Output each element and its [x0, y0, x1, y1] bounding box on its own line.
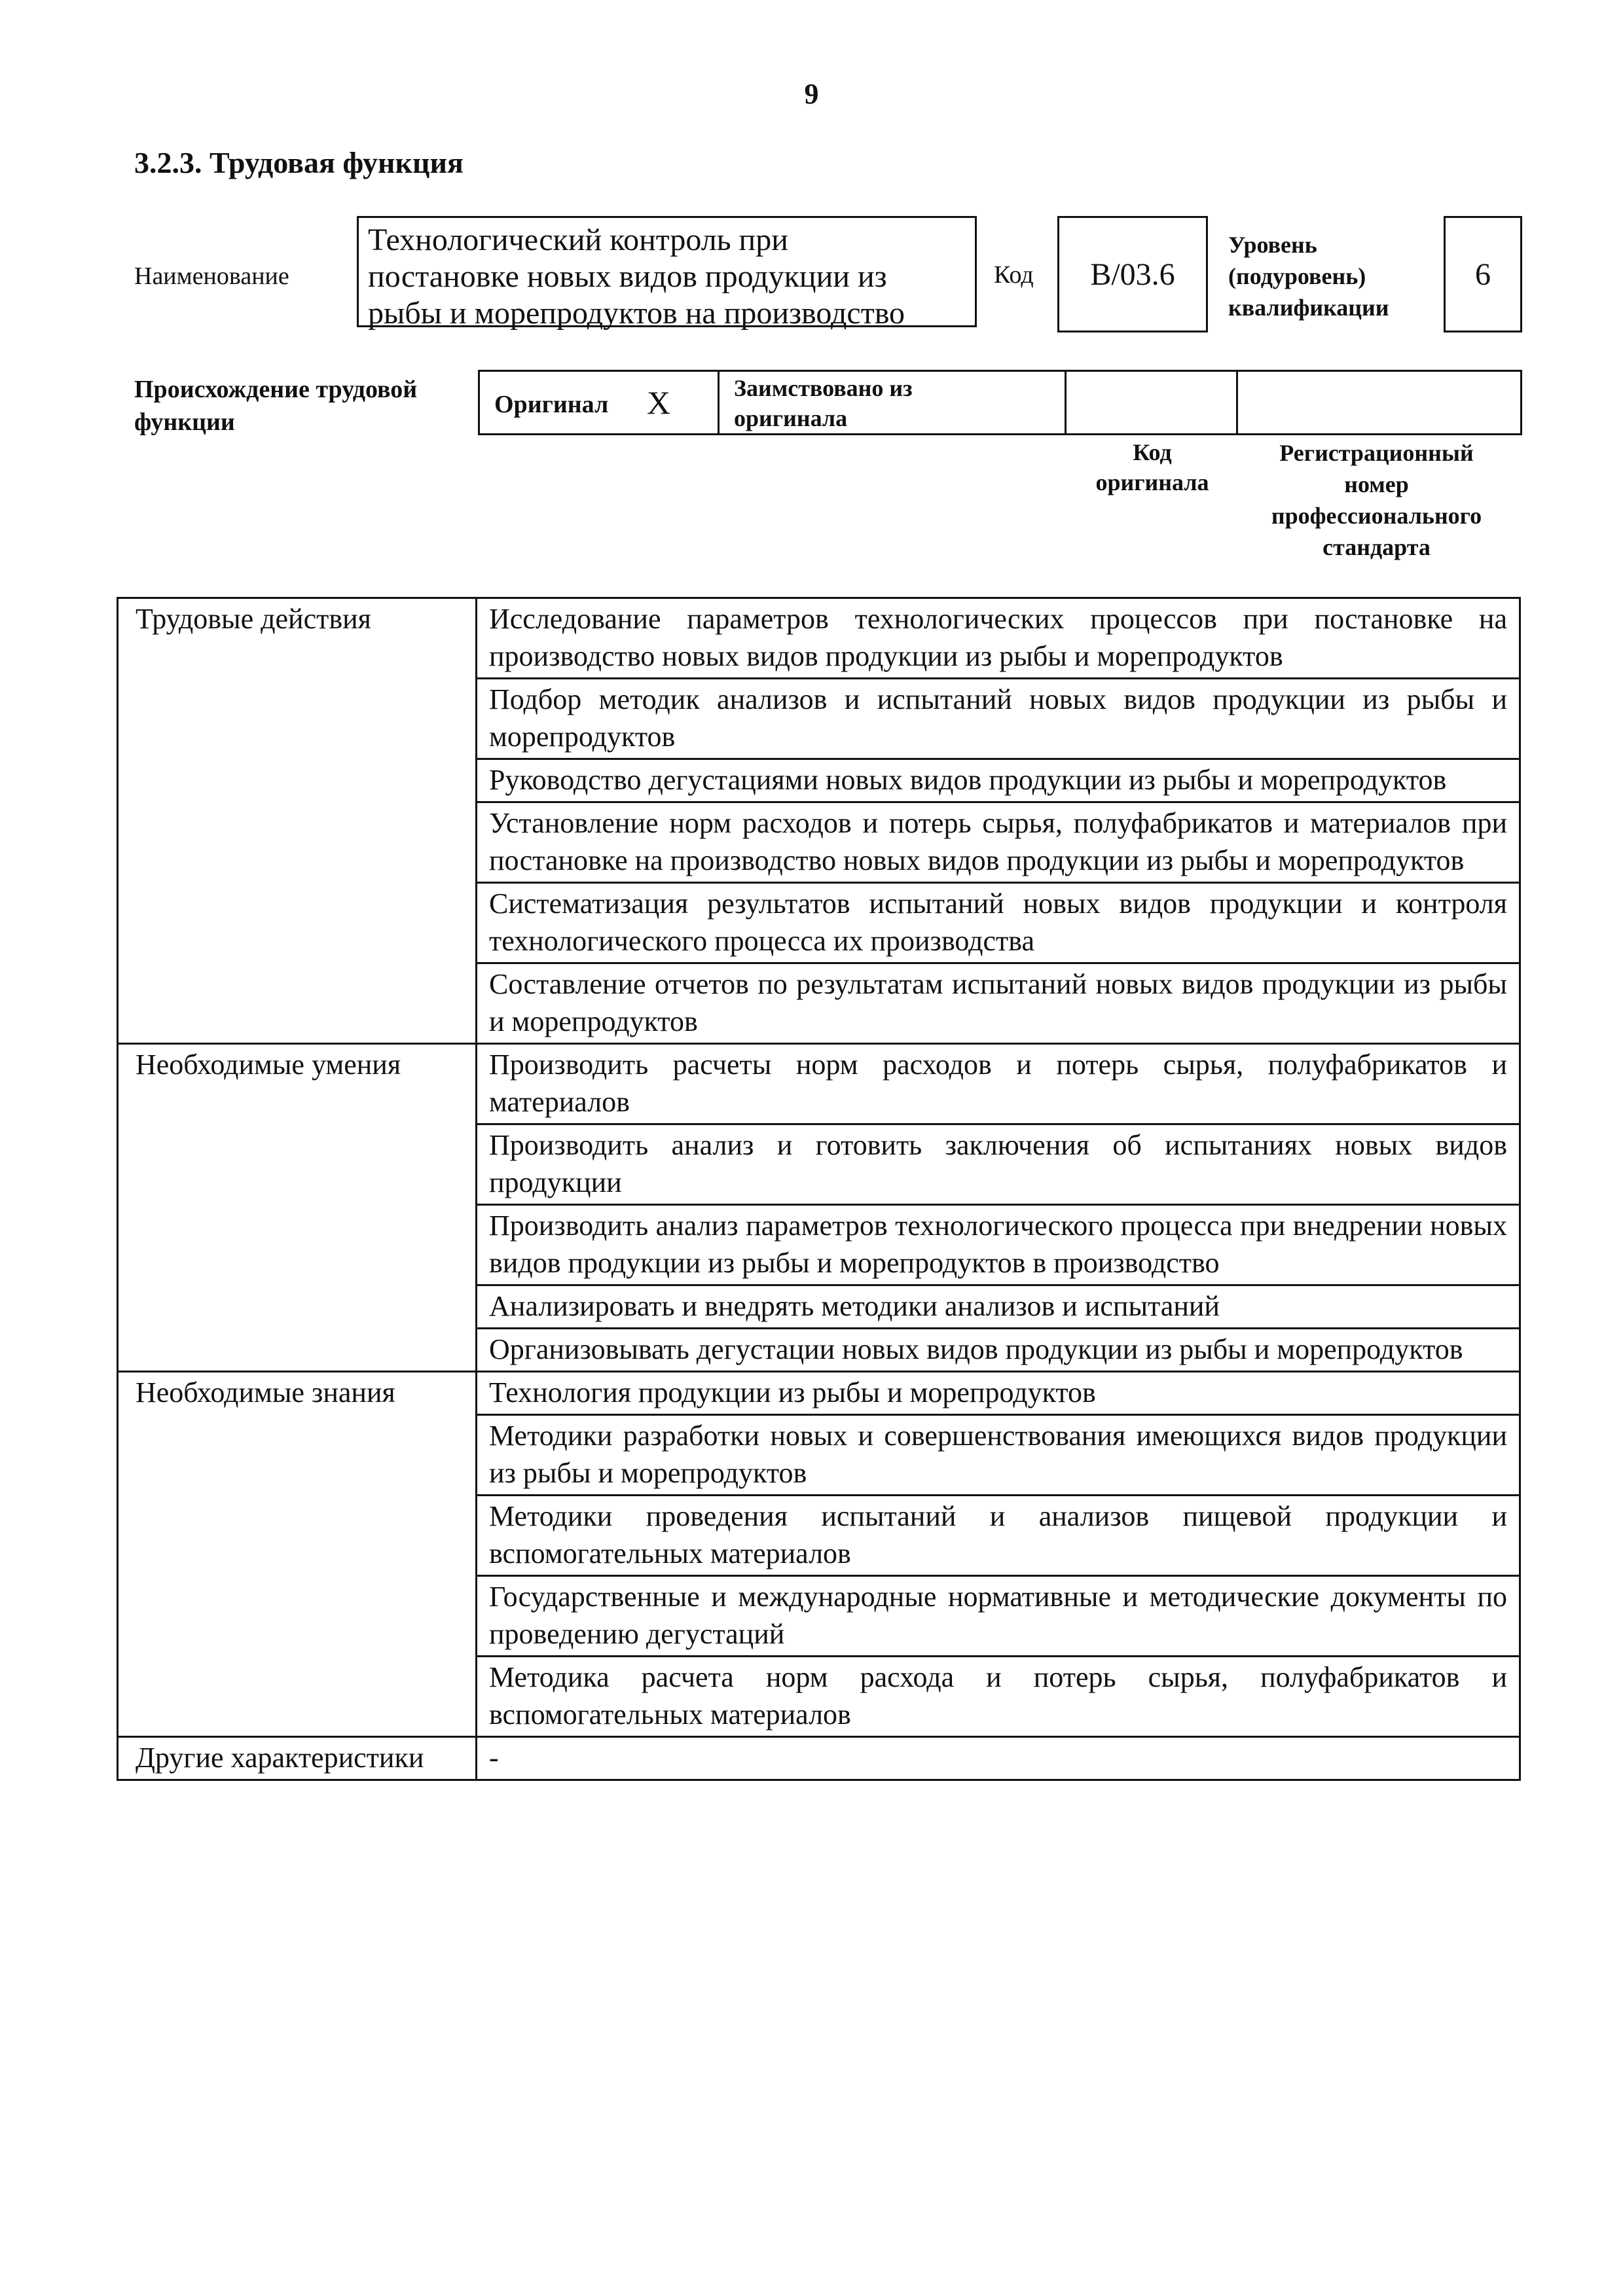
table-row — [118, 1737, 1520, 1780]
labor-action-item: Руководство дегустациями новых видов продукции из рыбы и морепродуктов — [477, 759, 1520, 802]
level-label-line: (подуровень) — [1228, 263, 1366, 289]
level-label-line: квалификации — [1228, 295, 1389, 321]
table-row — [118, 1372, 1520, 1415]
table-row — [118, 1044, 1520, 1124]
caption-line: оригинала — [1095, 469, 1209, 495]
code-label: Код — [994, 261, 1034, 289]
labor-action-item: Исследование параметров технологических процессов при постановке на производство новых видов продукции из рыбы и морепродуктов — [477, 598, 1520, 679]
skill-item: Производить анализ параметров технологического процесса при внедрении новых видов продукции из рыбы и морепродуктов в производство — [477, 1205, 1520, 1285]
registration-number-cell — [1238, 372, 1522, 433]
function-name-line: постановке новых видов продукции из — [368, 259, 887, 294]
labor-action-item: Подбор методик анализов и испытаний новых видов продукции из рыбы и морепродуктов — [477, 679, 1520, 759]
borrowed-label-line: Заимствовано из — [734, 375, 913, 401]
function-name-line: рыбы и морепродуктов на производство — [368, 296, 905, 331]
borrowed-label — [734, 373, 913, 433]
name-label: Наименование — [134, 262, 289, 290]
original-cell — [480, 372, 720, 433]
table-row — [118, 598, 1520, 679]
function-name-box — [357, 216, 977, 331]
borrowed-label-line: оригинала — [734, 405, 848, 431]
labor-action-item: Систематизация результатов испытаний новых видов продукции и контроля технологического процесса их производства — [477, 883, 1520, 963]
skill-item: Производить расчеты норм расходов и потерь сырья, полуфабрикатов и материалов — [477, 1044, 1520, 1124]
skill-item: Производить анализ и готовить заключения об испытаниях новых видов продукции — [477, 1124, 1520, 1205]
borrowed-cell — [720, 372, 1067, 433]
origin-table — [478, 370, 1522, 435]
knowledge-item: Методики разработки новых и совершенствования имеющихся видов продукции из рыбы и морепродуктов — [477, 1415, 1520, 1496]
skills-label: Необходимые умения — [118, 1044, 477, 1372]
page-number: 9 — [804, 78, 819, 110]
origin-label-line: Происхождение трудовой — [134, 376, 418, 403]
other-characteristics-value: - — [477, 1737, 1520, 1780]
labor-action-item: Установление норм расходов и потерь сырья, полуфабрикатов и материалов при постановке на производство новых видов продукции из рыбы и морепродуктов — [477, 802, 1520, 883]
knowledge-item: Методика расчета норм расхода и потерь сырья, полуфабрикатов и вспомогательных материалов — [477, 1657, 1520, 1737]
registration-number-caption — [1231, 437, 1522, 563]
knowledge-label: Необходимые знания — [118, 1372, 477, 1737]
caption-line: Код — [1133, 439, 1172, 465]
function-name-line: Технологический контроль при — [368, 223, 788, 257]
origin-label — [134, 373, 417, 439]
caption-line: стандарта — [1322, 534, 1431, 560]
other-characteristics-label: Другие характеристики — [118, 1737, 477, 1780]
skill-item: Анализировать и внедрять методики анализов и испытаний — [477, 1285, 1520, 1329]
section-title: 3.2.3. Трудовая функция — [134, 146, 464, 179]
original-code-cell — [1067, 372, 1238, 433]
code-value: B/03.6 — [1057, 216, 1208, 332]
level-label — [1228, 229, 1389, 323]
original-mark: X — [647, 384, 671, 421]
skill-item: Организовывать дегустации новых видов продукции из рыбы и морепродуктов — [477, 1329, 1520, 1372]
knowledge-item: Методики проведения испытаний и анализов пищевой продукции и вспомогательных материалов — [477, 1496, 1520, 1576]
knowledge-item: Государственные и международные нормативные и методические документы по проведению дегустаций — [477, 1576, 1520, 1657]
caption-line: Регистрационный — [1279, 440, 1474, 466]
original-label: Оригинал — [494, 391, 609, 418]
level-value: 6 — [1444, 216, 1522, 332]
origin-label-line: функции — [134, 408, 235, 436]
caption-line: номер — [1344, 471, 1409, 497]
level-label-line: Уровень — [1228, 232, 1317, 258]
labor-actions-label: Трудовые действия — [118, 598, 477, 1044]
caption-line: профессионального — [1271, 503, 1482, 529]
knowledge-item: Технология продукции из рыбы и морепродуктов — [477, 1372, 1520, 1415]
function-details-table — [117, 597, 1521, 1781]
labor-action-item: Составление отчетов по результатам испытаний новых видов продукции из рыбы и морепродуктов — [477, 963, 1520, 1044]
original-code-caption — [1061, 437, 1244, 497]
